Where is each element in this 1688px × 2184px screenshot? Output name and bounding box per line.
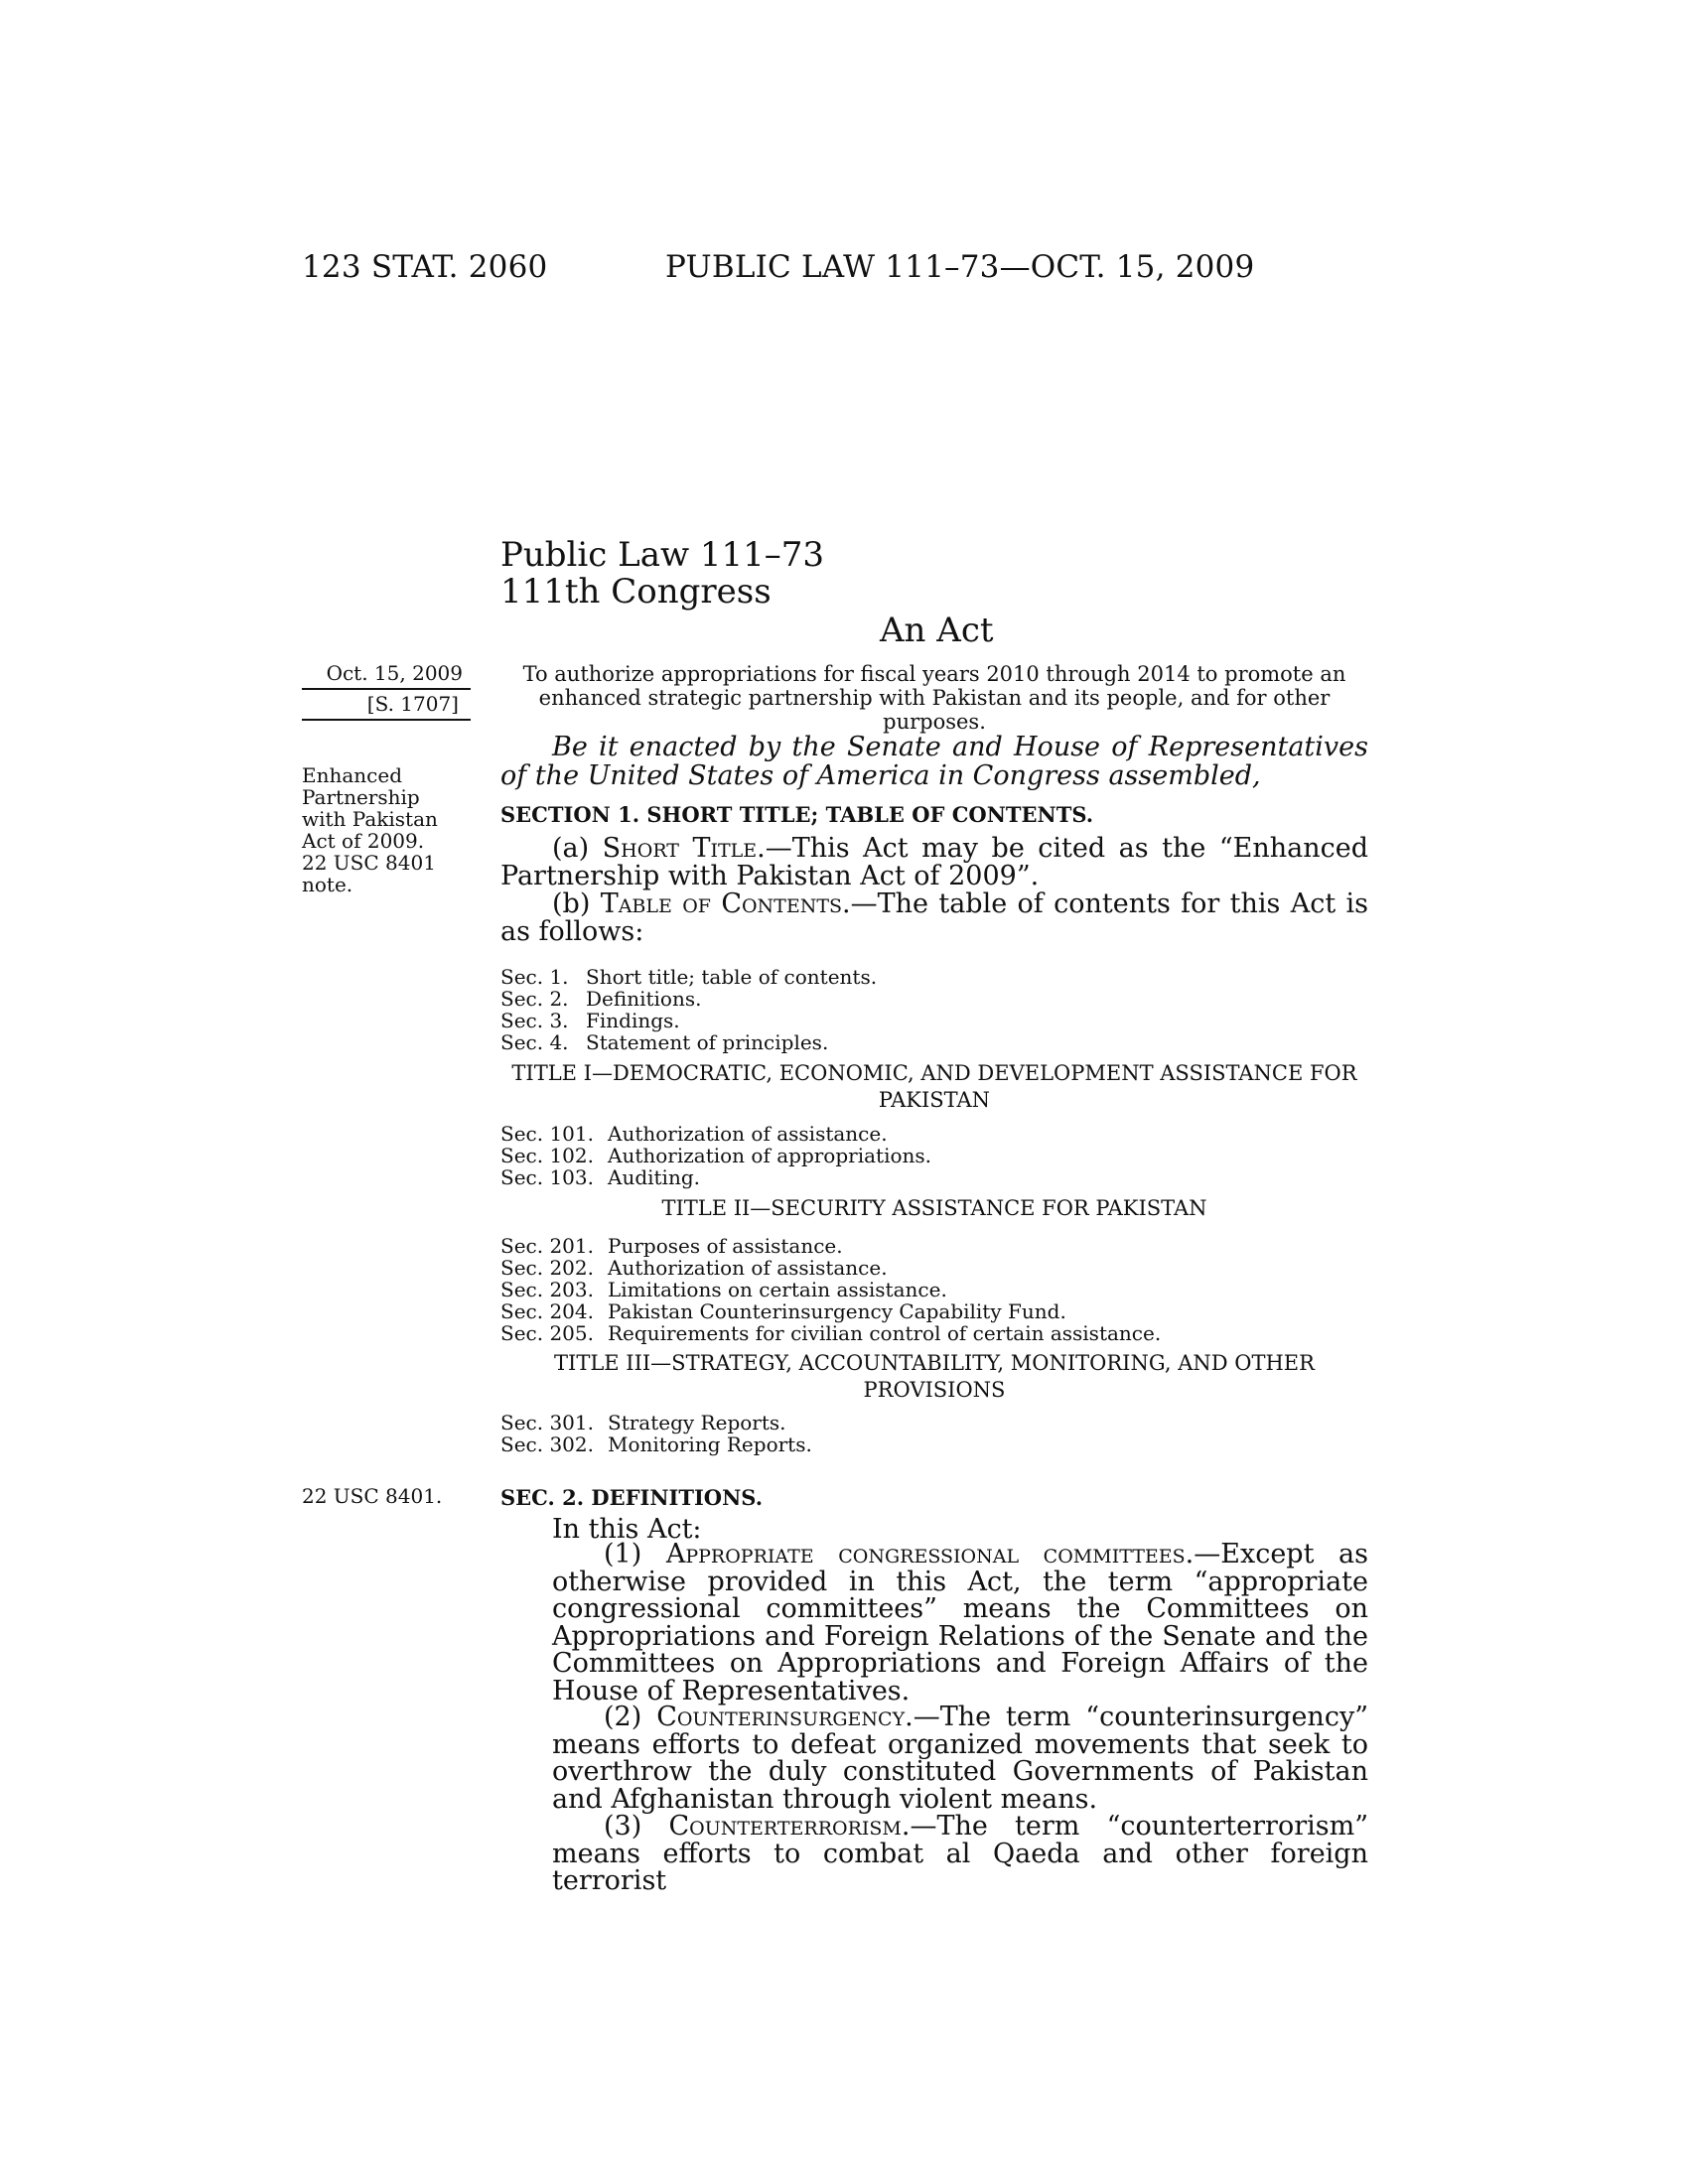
toc-section-title: Findings.: [586, 1009, 680, 1032]
toc-section-title: Pakistan Counterinsurgency Capability Fund.: [608, 1299, 1066, 1323]
toc-section-number: Sec. 204.: [500, 1299, 594, 1323]
toc-entry: [500, 1322, 1368, 1344]
act-purpose: To authorize appropriations for fiscal years 2010 through 2014 to promote an enhanced strategic partnership with Pakistan and its people, and for other purposes.: [522, 662, 1346, 734]
subsection-text: .—The table of contents for this Act is as follows:: [500, 888, 1369, 947]
section-1-heading: SECTION 1. SHORT TITLE; TABLE OF CONTENTS.: [500, 802, 1094, 827]
running-header: PUBLIC LAW 111–73—OCT. 15, 2009: [665, 249, 1255, 285]
toc-title-2-heading: TITLE II—SECURITY ASSISTANCE FOR PAKISTAN: [661, 1196, 1207, 1220]
enacting-clause: [500, 733, 1368, 790]
toc-section-number: Sec. 3.: [500, 1009, 569, 1032]
toc-entry: [500, 1235, 1368, 1257]
definitions-intro: In this Act:: [552, 1514, 702, 1545]
toc-section-title: Monitoring Reports.: [608, 1433, 812, 1456]
toc-entry: [500, 1145, 1368, 1166]
toc-entry: [500, 1123, 1368, 1145]
toc-title-2-list: [500, 1235, 1368, 1344]
subsection-label: (b): [552, 888, 601, 919]
margin-note-line: with Pakistan: [302, 807, 438, 831]
toc-section-number: Sec. 201.: [500, 1234, 594, 1258]
toc-section-title: Authorization of appropriations.: [608, 1144, 932, 1167]
margin-note-short-title: [302, 764, 471, 895]
definition-term: Counterinsurgency: [656, 1702, 906, 1732]
toc-section-number: Sec. 203.: [500, 1278, 594, 1301]
margin-note-usc: 22 USC 8401.: [302, 1484, 443, 1508]
definition-term: Appropriate congressional committees: [665, 1539, 1186, 1570]
toc-entry: [500, 988, 1368, 1010]
toc-entry: [500, 1166, 1368, 1188]
an-act-heading: An Act: [880, 611, 994, 650]
toc-entry: [500, 1300, 1368, 1322]
toc-section-number: Sec. 102.: [500, 1144, 594, 1167]
subsection-heading: Short Title: [602, 833, 758, 864]
margin-note-line: note.: [302, 873, 353, 896]
definition-term: Counterterrorism: [668, 1811, 902, 1842]
margin-note-line: 22 USC 8401: [302, 851, 436, 875]
toc-section-number: Sec. 101.: [500, 1122, 594, 1146]
toc-section-title: Short title; table of contents.: [586, 965, 878, 989]
toc-general-list: [500, 966, 1368, 1053]
toc-section-title: Strategy Reports.: [608, 1411, 786, 1434]
toc-section-number: Sec. 1.: [500, 965, 569, 989]
section-2-heading: SEC. 2. DEFINITIONS.: [500, 1485, 764, 1510]
toc-title-3-heading: TITLE III—STRATEGY, ACCOUNTABILITY, MONITORING, AND OTHER PROVISIONS: [554, 1351, 1315, 1402]
toc-section-number: Sec. 205.: [500, 1321, 594, 1345]
toc-section-title: Requirements for civilian control of certain assistance.: [608, 1321, 1162, 1345]
toc-section-title: Authorization of assistance.: [608, 1122, 888, 1146]
subsection-heading: Table of Contents: [600, 888, 843, 919]
subsection-b: [500, 890, 1368, 946]
toc-entry: [500, 1010, 1368, 1031]
toc-entry: [500, 966, 1368, 988]
toc-title-1-heading: TITLE I—DEMOCRATIC, ECONOMIC, AND DEVELOPMENT ASSISTANCE FOR PAKISTAN: [511, 1061, 1357, 1112]
toc-section-number: Sec. 301.: [500, 1411, 594, 1434]
margin-note-line: Partnership: [302, 785, 420, 809]
definition-label: (1): [604, 1539, 666, 1570]
definition-text: .—Except as otherwise provided in this Act, the term “appropriate congressional committees” means the Committees on Appropriations and Foreign Relations of the Senate and the Committees on Appropriations and Foreign Affairs of the House of Representatives.: [552, 1539, 1368, 1706]
margin-note-line: Enhanced: [302, 763, 403, 787]
public-law-number: Public Law 111–73: [500, 535, 825, 575]
congress-number: 111th Congress: [500, 572, 772, 612]
toc-section-number: Sec. 103.: [500, 1165, 594, 1189]
toc-section-number: Sec. 302.: [500, 1433, 594, 1456]
definition-paragraph: [552, 1541, 1368, 1705]
toc-entry: [500, 1257, 1368, 1279]
toc-title-1-list: [500, 1123, 1368, 1188]
toc-entry: [500, 1412, 1368, 1433]
margin-date-box: [302, 662, 471, 721]
toc-entry: [500, 1433, 1368, 1455]
toc-section-title: Definitions.: [586, 987, 702, 1011]
toc-entry: [500, 1031, 1368, 1053]
definition-paragraph: [552, 1813, 1368, 1895]
toc-section-title: Statement of principles.: [586, 1030, 829, 1054]
enacting-clause-text: Be it enacted by the Senate and House of Representatives of the United States of America in Congress assembled,: [500, 732, 1368, 791]
margin-note-line: Act of 2009.: [302, 829, 425, 853]
toc-entry: [500, 1279, 1368, 1300]
toc-section-number: Sec. 2.: [500, 987, 569, 1011]
page-stat-citation: 123 STAT. 2060: [302, 249, 548, 285]
subsection-label: (a): [552, 833, 603, 864]
toc-section-number: Sec. 202.: [500, 1256, 594, 1280]
definition-text: .—The term “counterinsurgency” means efforts to defeat organized movements that seek to overthrow the duly constituted Governments of Pakistan and Afghanistan through violent means.: [552, 1702, 1369, 1815]
toc-section-title: Auditing.: [608, 1165, 700, 1189]
subsection-a: [500, 835, 1368, 890]
definition-text: .—The term “counterterrorism” means efforts to combat al Qaeda and other foreign terrorist: [552, 1811, 1369, 1896]
bill-number: [S. 1707]: [302, 690, 471, 721]
definition-label: (3): [604, 1811, 669, 1842]
enactment-date: Oct. 15, 2009: [302, 662, 471, 690]
toc-section-title: Authorization of assistance.: [608, 1256, 888, 1280]
toc-section-number: Sec. 4.: [500, 1030, 569, 1054]
toc-section-title: Limitations on certain assistance.: [608, 1278, 947, 1301]
toc-section-title: Purposes of assistance.: [608, 1234, 843, 1258]
definition-paragraph: [552, 1704, 1368, 1813]
toc-title-3-list: [500, 1412, 1368, 1455]
definition-label: (2): [604, 1702, 657, 1732]
subsection-text: .—This Act may be cited as the “Enhanced Partnership with Pakistan Act of 2009”.: [500, 833, 1369, 891]
